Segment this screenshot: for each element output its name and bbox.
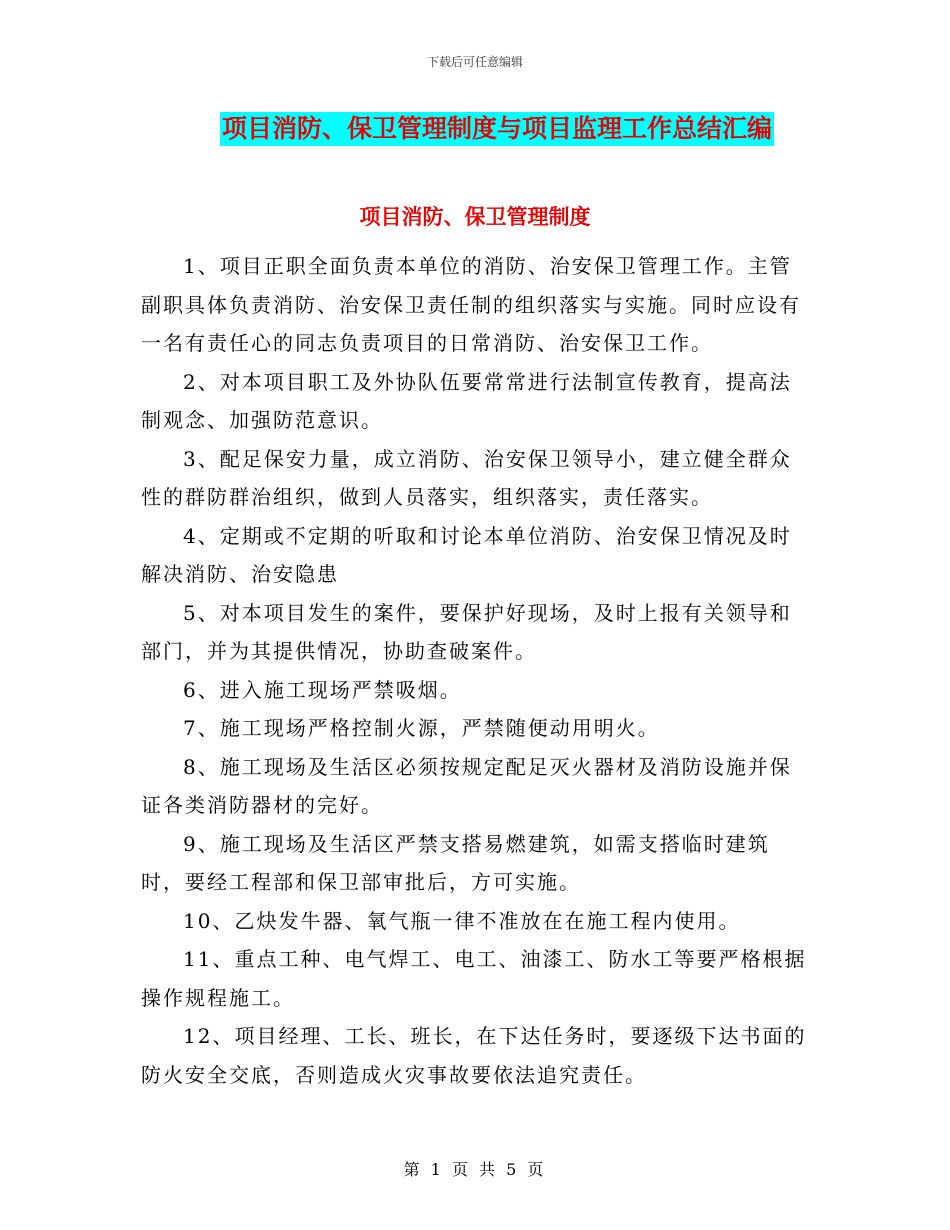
paragraph-5: 5、对本项目发生的案件，要保护好现场，及时上报有关领导和部门，并为其提供情况，协助查破案件。 (141, 600, 792, 663)
header-note: 下载后可任意编辑 (426, 55, 523, 69)
paragraph-11: 11、重点工种、电气焊工、电工、油漆工、防水工等要严格根据操作规程施工。 (141, 947, 807, 1010)
paragraph-7: 7、施工现场严格控制火源，严禁随便动用明火。 (183, 716, 660, 740)
document-title: 项目消防、保卫管理制度与项目监理工作总结汇编 (220, 112, 774, 146)
paragraph-8: 8、施工现场及生活区必须按规定配足灭火器材及消防设施并保证各类消防器材的完好。 (141, 754, 792, 817)
paragraph-9: 9、施工现场及生活区严禁支搭易燃建筑，如需支搭临时建筑时，要经工程部和保卫部审批后，方可实施。 (141, 831, 770, 894)
page-number-footer: 第 1 页 共 5 页 (403, 1160, 547, 1179)
section-title: 项目消防、保卫管理制度 (359, 205, 591, 229)
paragraph-6: 6、进入施工现场严禁吸烟。 (183, 677, 462, 702)
paragraph-3: 3、配足保安力量，成立消防、治安保卫领导小，建立健全群众性的群防群治组织，做到人员落实，组织落实，责任落实。 (141, 446, 792, 509)
document-title-container (0, 112, 950, 146)
paragraph-2: 2、对本项目职工及外协队伍要常常进行法制宣传教育，提高法制观念、加强防范意识。 (141, 369, 792, 432)
document-body (141, 247, 809, 1094)
paragraph-10: 10、乙炔发牛器、氧气瓶一律不准放在在施工程内使用。 (183, 908, 741, 933)
paragraph-1: 1、项目正职全面负责本单位的消防、治安保卫管理工作。主管副职具体负责消防、治安保卫责任制的组织落实与实施。同时应设有一名有责任心的同志负责项目的日常消防、治安保卫工作。 (141, 254, 801, 355)
paragraph-12: 12、项目经理、工长、班长，在下达任务时，要逐级下达书面的防火安全交底，否则造成火灾事故要依法追究责任。 (141, 1024, 807, 1087)
paragraph-4: 4、定期或不定期的听取和讨论本单位消防、治安保卫情况及时解决消防、治安隐患 (141, 523, 792, 586)
